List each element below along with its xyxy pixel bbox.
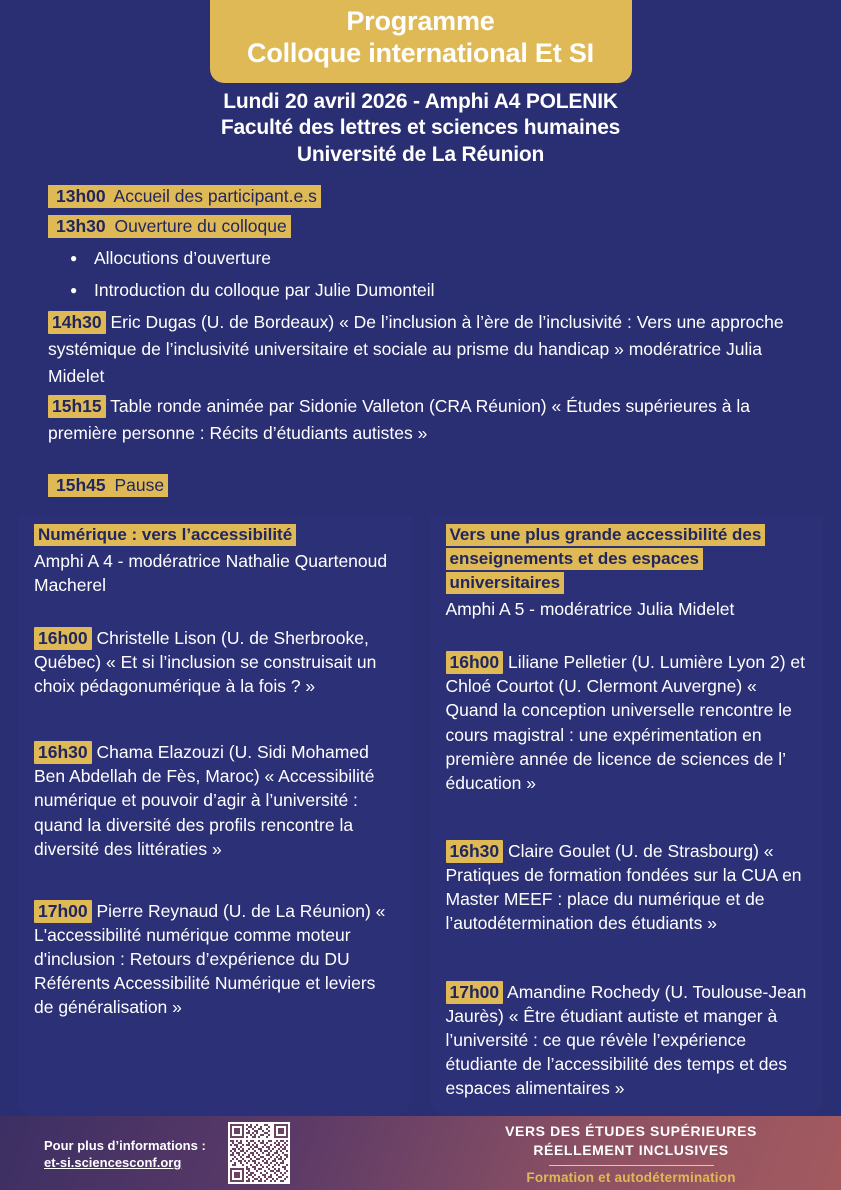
talk-left-1700-time: 17h00 [34, 900, 92, 923]
footer-contact-block [44, 1122, 290, 1184]
talk-right-1630 [446, 839, 810, 936]
talk-right-1630-text: Claire Goulet (U. de Strasbourg) « Pratiques de formation fondées sur la CUA en Master MEEF : place du numérique et de l’autodétermination des étudiants » [445, 840, 802, 934]
talk-right-1700 [446, 980, 810, 1101]
parallel-sessions [0, 503, 841, 1116]
qr-code-icon[interactable] [228, 1122, 290, 1184]
schedule-item-1430 [48, 309, 793, 389]
conference-website-link[interactable]: et-si.sciencesconf.org [44, 1155, 182, 1171]
session-right-room: Amphi A 5 - modératrice Julia Midelet [445, 599, 735, 620]
talk-left-1630-text: Chama Elazouzi (U. Sidi Mohamed Ben Abdellah de Fès, Maroc) « Accessibilité numérique et pouvoir d’agir à l’université : quand la diversité des profils rencontre la diversité des littératies » [34, 742, 375, 859]
talk-right-1600 [446, 650, 810, 795]
schedule-item-1300 [48, 183, 793, 210]
tagline-line-1: VERS DES ÉTUDES SUPÉRIEURES [505, 1122, 757, 1139]
event-date-venue: Lundi 20 avril 2026 - Amphi A4 POLENIK [223, 89, 618, 113]
schedule-time-1330: 13h30 [52, 215, 110, 238]
schedule-spacer [48, 450, 793, 472]
session-left-header [34, 523, 398, 547]
talk-right-1700-time: 17h00 [446, 981, 504, 1004]
schedule-item-1330-inline [48, 215, 291, 238]
schedule-text-1515: Table ronde animée par Sidonie Valleton (CRA Réunion) « Études supérieures à la première personne : Récits d’étudiants autistes » [48, 396, 750, 443]
event-faculty: Faculté des lettres et sciences humaines [220, 116, 621, 140]
banner-title-line-1: Programme [346, 6, 495, 36]
event-university: Université de La Réunion [296, 143, 545, 167]
talk-left-1630-time: 16h30 [34, 741, 92, 764]
schedule-text-1430: Eric Dugas (U. de Bordeaux) « De l’inclusion à l’ère de l’inclusivité : Vers une approche systémique de l’inclusivité universitaire et sociale au prisme du handicap » modératrice Julia Midelet [48, 312, 784, 386]
title-banner [210, 0, 632, 83]
schedule-text-1300: Accueil des participant.e.s [113, 185, 317, 206]
session-left-title: Numérique : vers l’accessibilité [34, 524, 296, 546]
session-right-gap-0 [446, 622, 810, 650]
tagline-divider [549, 1165, 714, 1166]
session-left-gap-1 [34, 698, 398, 740]
talk-left-1630 [34, 740, 398, 861]
poster-footer [0, 1116, 841, 1190]
schedule-item-1545-inline [48, 474, 168, 497]
talk-right-1630-time: 16h30 [446, 840, 504, 863]
schedule-item-1545 [48, 472, 793, 499]
tagline-line-2: RÉELLEMENT INCLUSIVES [533, 1141, 729, 1158]
schedule-time-1545: 15h45 [52, 474, 110, 497]
session-right-header [446, 523, 810, 595]
talk-left-1600-text: Christelle Lison (U. de Sherbrooke, Québec) « Et si l’inclusion se construisait un choix pédagonumérique à la fois ? » [34, 627, 377, 696]
schedule-text-1330: Ouverture du colloque [114, 216, 287, 237]
session-right-title: Vers une plus grande accessibilité des enseignements et des espaces universitaires [446, 524, 766, 594]
schedule-time-1300: 13h00 [52, 185, 110, 208]
talk-right-1700-text: Amandine Rochedy (U. Toulouse-Jean Jaurès) « Être étudiant autiste et manger à l’université : ce que révèle l’expérience étudiante de l’accessibilité des temps et des espaces alimentaires » [445, 981, 807, 1099]
talk-left-1600-time: 16h00 [34, 627, 92, 650]
session-right-gap-1 [446, 795, 810, 839]
session-left-gap-2 [34, 861, 398, 899]
list-item: ● Allocutions d’ouverture [70, 245, 793, 271]
talk-right-1600-text: Liliane Pelletier (U. Lumière Lyon 2) et Chloé Courtot (U. Clermont Auvergne) « Quand la conception universelle rencontre le cours magistral : une expérimentation en première année de licence de sciences de l’ éducation » [445, 652, 805, 793]
plenary-schedule [0, 169, 841, 503]
header-subtitle-block [0, 89, 841, 169]
footer-info-label: Pour plus d’informations : [44, 1137, 206, 1153]
schedule-time-1430: 14h30 [48, 311, 106, 334]
list-item: ● Introduction du colloque par Julie Dumonteil [70, 277, 793, 303]
session-column-right [430, 515, 824, 1116]
schedule-item-1330 [48, 213, 793, 240]
footer-tagline-block [505, 1122, 797, 1185]
schedule-item-1515 [48, 393, 793, 446]
schedule-item-1300-inline [48, 185, 321, 208]
talk-left-1700-text: Pierre Reynaud (U. de La Réunion) « L'accessibilité numérique comme moteur d'inclusion : Retours d’expérience du DU Référents Accessibilité Numérique et leviers de généralisation » [34, 900, 386, 1018]
talk-left-1600 [34, 626, 398, 698]
talk-right-1600-time: 16h00 [446, 651, 504, 674]
schedule-time-1515: 15h15 [48, 395, 106, 418]
session-right-gap-2 [446, 936, 810, 980]
session-column-left [18, 515, 412, 1116]
poster-header [0, 0, 841, 169]
session-left-room: Amphi A 4 - modératrice Nathalie Quartenoud Macherel [34, 551, 388, 595]
talk-left-1700 [34, 899, 398, 1020]
schedule-text-1545: Pause [114, 475, 165, 496]
session-left-gap-0 [34, 598, 398, 626]
banner-title-line-2: Colloque international Et SI [247, 37, 594, 68]
tagline-subtitle: Formation et autodétermination [526, 1169, 736, 1185]
opening-bullet-list [48, 245, 793, 304]
footer-info-text-group [44, 1136, 206, 1171]
